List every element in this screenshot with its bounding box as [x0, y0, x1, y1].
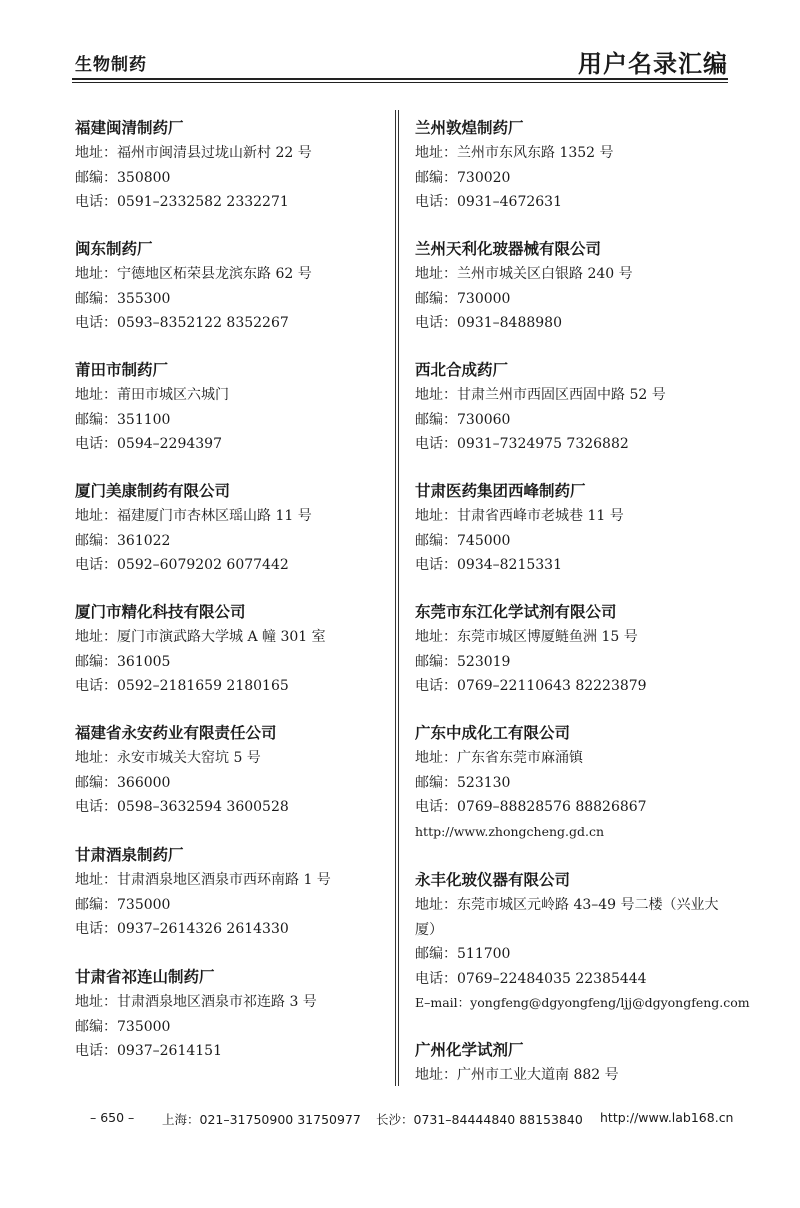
company-name: 厦门市精化科技有限公司	[75, 603, 246, 621]
company-address: 地址：兰州市城关区白银路 240 号	[415, 266, 633, 282]
company-name: 闽东制药厂	[75, 240, 153, 258]
company-entry	[415, 721, 735, 844]
company-postcode: 邮编：730000	[415, 290, 511, 307]
company-address: 地址：东莞市城区元岭路 43–49 号二楼（兴业大厦）	[415, 897, 719, 938]
company-postcode: 邮编：730060	[415, 411, 511, 428]
company-phone: 电话：0769–22484035 22385444	[415, 970, 647, 987]
company-phone: 电话：0592–2181659 2180165	[75, 678, 289, 694]
company-entry	[415, 868, 750, 1016]
company-entry	[75, 843, 385, 942]
company-name: 福建闽清制药厂	[75, 119, 184, 137]
company-name: 西北合成药厂	[415, 361, 509, 379]
company-address: 地址：广州市工业大道南 882 号	[415, 1067, 619, 1083]
header-rule	[72, 78, 728, 83]
company-email-link[interactable]: E–mail：yongfeng@dgyongfeng/ljj@dgyongfeng.com	[415, 995, 750, 1010]
company-name: 莆田市制药厂	[75, 361, 169, 379]
company-name: 东莞市东江化学试剂有限公司	[415, 603, 617, 621]
company-entry	[415, 1038, 735, 1088]
company-address: 地址：福建厦门市杏林区瑶山路 11 号	[75, 508, 312, 524]
company-address: 地址：甘肃兰州市西固区西固中路 52 号	[415, 387, 666, 403]
company-name: 甘肃酒泉制药厂	[75, 846, 184, 864]
company-entry	[75, 479, 385, 578]
company-entry	[415, 479, 735, 578]
company-phone: 电话：0931–4672631	[415, 194, 562, 210]
company-name: 广州化学试剂厂	[415, 1041, 524, 1059]
company-phone: 电话：0769–22110643 82223879	[415, 678, 647, 694]
company-name: 兰州敦煌制药厂	[415, 119, 524, 137]
company-postcode: 邮编：361005	[75, 653, 171, 670]
company-name: 甘肃省祁连山制药厂	[75, 968, 215, 986]
footer-website-link[interactable]: http://www.lab168.cn	[600, 1110, 734, 1125]
company-postcode: 邮编：523019	[415, 653, 511, 670]
footer-shanghai-phone: 上海：021–31750900 31750977	[162, 1112, 361, 1127]
company-phone: 电话：0591–2332582 2332271	[75, 194, 289, 210]
company-entry	[415, 600, 735, 699]
company-phone: 电话：0594–2294397	[75, 436, 222, 452]
company-address: 地址：兰州市东风东路 1352 号	[415, 145, 614, 161]
company-postcode: 邮编：511700	[415, 946, 511, 962]
company-entry	[75, 721, 385, 820]
company-phone: 电话：0931–8488980	[415, 315, 562, 331]
company-address: 地址：广东省东莞市麻涌镇	[415, 750, 583, 766]
company-postcode: 邮编：523130	[415, 774, 511, 791]
company-address: 地址：厦门市演武路大学城 A 幢 301 室	[75, 629, 326, 645]
company-name: 福建省永安药业有限责任公司	[75, 724, 277, 742]
company-postcode: 邮编：730020	[415, 169, 511, 186]
company-phone: 电话：0931–7324975 7326882	[415, 436, 629, 452]
company-phone: 电话：0934–8215331	[415, 557, 562, 573]
company-entry	[75, 116, 385, 215]
column-divider	[395, 110, 399, 1086]
company-postcode: 邮编：361022	[75, 532, 171, 549]
company-phone: 电话：0598–3632594 3600528	[75, 799, 289, 815]
company-name: 厦门美康制药有限公司	[75, 482, 231, 500]
company-postcode: 邮编：735000	[75, 1018, 171, 1035]
company-postcode: 邮编：366000	[75, 774, 171, 791]
company-entry	[415, 237, 735, 336]
page-number: – 650 –	[90, 1110, 135, 1125]
company-name: 广东中成化工有限公司	[415, 724, 571, 742]
company-entry	[75, 600, 385, 699]
company-entry	[75, 237, 385, 336]
company-name: 甘肃医药集团西峰制药厂	[415, 482, 586, 500]
company-address: 地址：东莞市城区博厦鲢鱼洲 15 号	[415, 629, 638, 645]
company-postcode: 邮编：351100	[75, 411, 171, 428]
company-entry	[415, 358, 735, 457]
company-address: 地址：甘肃酒泉地区酒泉市祁连路 3 号	[75, 994, 317, 1010]
company-entry	[75, 965, 385, 1064]
company-phone: 电话：0769–88828576 88826867	[415, 799, 647, 815]
company-phone: 电话：0937–2614151	[75, 1043, 222, 1059]
company-postcode: 邮编：355300	[75, 290, 171, 307]
company-address: 地址：甘肃酒泉地区酒泉市西环南路 1 号	[75, 872, 331, 888]
company-postcode: 邮编：745000	[415, 532, 511, 549]
company-name: 兰州天利化玻器械有限公司	[415, 240, 602, 258]
company-website-link[interactable]: http://www.zhongcheng.gd.cn	[415, 823, 605, 839]
company-phone: 电话：0592–6079202 6077442	[75, 557, 289, 573]
company-address: 地址：永安市城关大窑坑 5 号	[75, 750, 261, 766]
company-address: 地址：福州市闽清县过垅山新村 22 号	[75, 145, 312, 161]
company-address: 地址：莆田市城区六城门	[75, 387, 229, 403]
company-address: 地址：甘肃省西峰市老城巷 11 号	[415, 508, 624, 524]
company-phone: 电话：0593–8352122 8352267	[75, 315, 289, 331]
company-address: 地址：宁德地区柘荣县龙滨东路 62 号	[75, 266, 312, 282]
company-postcode: 邮编：350800	[75, 169, 171, 186]
company-postcode: 邮编：735000	[75, 896, 171, 913]
section-title: 生物制药	[75, 55, 147, 75]
company-entry	[415, 116, 735, 215]
company-name: 永丰化玻仪器有限公司	[415, 871, 571, 889]
book-title: 用户名录汇编	[578, 50, 728, 78]
footer-changsha-phone: 长沙：0731–84444840 88153840	[376, 1112, 583, 1127]
company-phone: 电话：0937–2614326 2614330	[75, 921, 289, 937]
company-entry	[75, 358, 385, 457]
